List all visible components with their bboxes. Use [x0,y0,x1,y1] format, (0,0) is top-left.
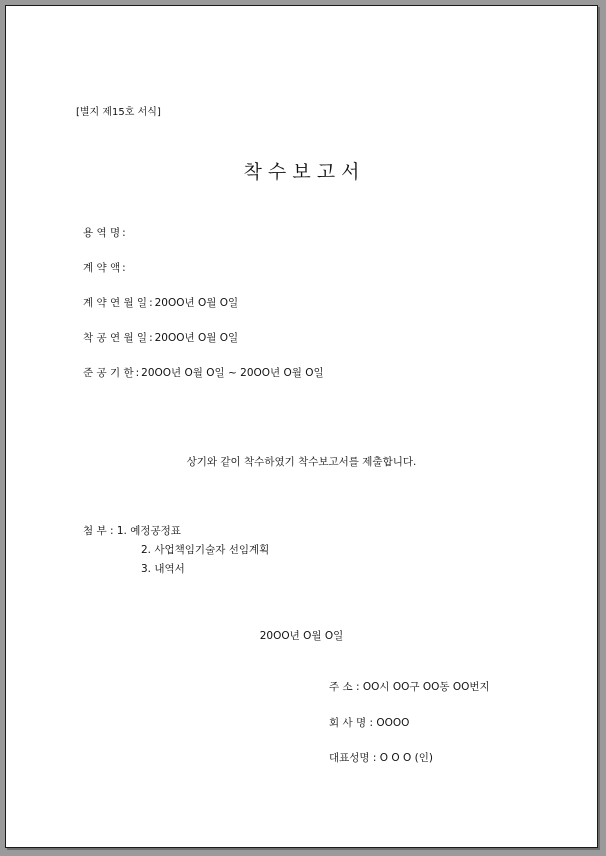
signature-value: O O O (인) [379,752,433,764]
field-value: 20OO년 O월 O일 ~ 20OO년 O월 O일 [141,367,324,379]
field-contract-amount: 계 약 액 : [83,262,126,274]
attachments-line-3 [141,561,185,576]
attachment-item: 1. 예정공정표 [116,525,181,537]
field-label: 계 약 액 [83,262,121,274]
field-start-date: 착 공 연 월 일 : 20OO년 O월 O일 [83,332,239,344]
report-date: 20OO년 O월 O일 [259,630,344,642]
signature-label: 주 소 [329,681,353,693]
attachments-line-1: 첨 부 : 1. 예정공정표 [83,525,181,537]
attachment-item: 2. 사업책임기술자 선임계획 [141,544,270,556]
field-value: 20OO년 O월 O일 [154,332,239,344]
field-service-name: 용 역 명 : [83,227,126,239]
signature-value: OOOO [376,717,410,729]
signature-address: 주 소 : OO시 OO구 OO동 OO번지 [329,681,490,693]
field-completion-deadline: 준 공 기 한 : 20OO년 O월 O일 ~ 20OO년 O월 O일 [83,367,324,379]
signature-label: 회 사 명 [329,717,367,729]
attachments-line-2 [141,542,269,557]
field-label: 준 공 기 한 [83,367,134,379]
signature-company: 회 사 명 : OOOO [329,717,410,729]
form-label: [별지 제15호 서식] [76,107,161,118]
field-value: 20OO년 O월 O일 [154,297,239,309]
document-title: 착 수 보 고 서 [243,161,360,183]
field-label: 착 공 연 월 일 [83,332,148,344]
field-contract-date: 계 약 연 월 일 : 20OO년 O월 O일 [83,297,239,309]
field-label: 용 역 명 [83,227,121,239]
signature-value: OO시 OO구 OO동 OO번지 [362,681,490,693]
submission-statement: 상기와 같이 착수하였기 착수보고서를 제출합니다. [186,456,417,468]
signature-label: 대표성명 [329,752,370,764]
signature-representative: 대표성명 : O O O (인) [329,752,433,764]
attachments-label: 첨 부 [83,525,107,537]
field-label: 계 약 연 월 일 [83,297,148,309]
attachment-item: 3. 내역서 [141,563,185,575]
document-page [5,5,598,848]
